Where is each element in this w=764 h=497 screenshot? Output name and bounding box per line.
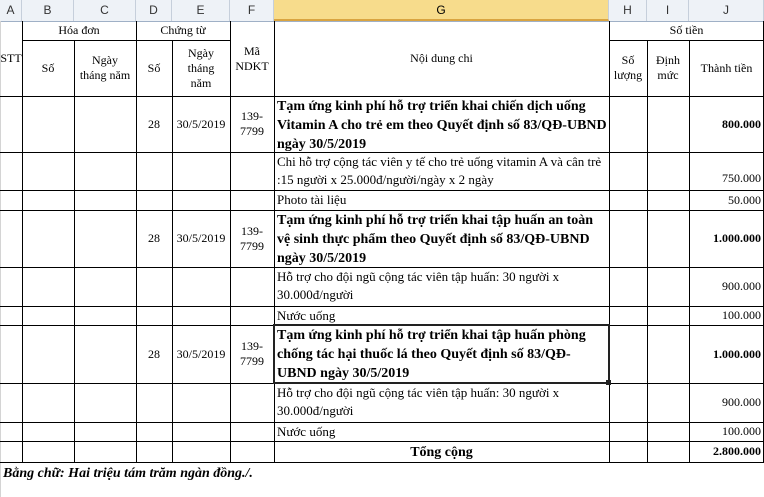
header-ma-ndkt: Mã NDKT (235, 43, 269, 73)
row9-noi-dung[interactable]: Nước uống (277, 424, 336, 439)
column-header-g[interactable]: G (274, 0, 609, 21)
row7-chung-tu-ngay[interactable]: 30/5/2019 (176, 346, 226, 361)
row7-thanh-tien[interactable]: 1.000.000 (713, 346, 761, 361)
row1-thanh-tien[interactable]: 800.000 (722, 116, 761, 131)
row4-thanh-tien[interactable]: 1.000.000 (713, 231, 761, 245)
column-header-a[interactable]: A (0, 0, 22, 21)
row5-thanh-tien[interactable]: 900.000 (722, 279, 761, 293)
row7-noi-dung[interactable]: Tạm ứng kinh phí hỗ trợ triển khai tập huấn phòng chống tác hại thuốc lá theo Quyết định số 83/QĐ-UBND ngày 30/5/2019 (277, 328, 586, 381)
header-hoa-don: Hóa đơn (58, 23, 100, 37)
active-cell-selection (273, 324, 610, 384)
header-chung-tu: Chứng từ (160, 23, 206, 37)
row5-noi-dung[interactable]: Hỗ trợ cho đội ngũ cộng tác viên tập huấn: 30 người x 30.000đ/người (277, 269, 560, 302)
header-stt: STT (0, 51, 22, 65)
row6-noi-dung[interactable]: Nước uống (277, 308, 336, 323)
column-header-d[interactable]: D (136, 0, 172, 21)
row4-noi-dung[interactable]: Tạm ứng kinh phí hỗ trợ triển khai tập huấn an toàn vệ sinh thực phẩm theo Quyết định số 83/QĐ-UBND ngày 30/5/2019 (277, 213, 594, 266)
row4-ma-ndkt[interactable]: 139-7799 (240, 223, 264, 253)
row9-thanh-tien[interactable]: 100.000 (722, 424, 761, 438)
column-header-h[interactable]: H (609, 0, 647, 21)
total-value[interactable]: 2.800.000 (713, 444, 761, 458)
row7-ma-ndkt[interactable]: 139-7799 (240, 339, 264, 368)
header-hoa-don-so: Số (41, 60, 55, 75)
row7-chung-tu-so[interactable]: 28 (148, 346, 160, 361)
row3-thanh-tien[interactable]: 50.000 (728, 192, 761, 207)
row1-noi-dung[interactable]: Tạm ứng kinh phí hỗ trợ triển khai chiến dịch uống Vitamin A cho trẻ em theo Quyết định số 83/QĐ-UBND ngày 30/5/2019 (277, 99, 607, 152)
row1-ma-ndkt[interactable]: 139-7799 (240, 109, 264, 138)
row3-noi-dung[interactable]: Photo tài liệu (277, 192, 347, 207)
row1-chung-tu-so[interactable]: 28 (148, 116, 160, 131)
total-label[interactable]: Tổng cộng (410, 444, 473, 460)
row8-thanh-tien[interactable]: 900.000 (722, 395, 761, 409)
row2-noi-dung[interactable]: Chi hỗ trợ cộng tác viên y tế cho trẻ uống vitamin A và cân trẻ :15 người x 25.000đ/người/ngày x 2 ngày (277, 154, 602, 187)
column-header-j[interactable]: J (689, 0, 764, 21)
header-so-tien: Số tiền (669, 23, 704, 37)
header-chung-tu-so: Số (147, 60, 161, 75)
header-hoa-don-ngay: Ngày tháng năm (79, 53, 131, 82)
row6-thanh-tien[interactable]: 100.000 (722, 308, 761, 322)
amount-in-words[interactable]: Bằng chữ: Hai triệu tám trăm ngàn đồng./. (3, 466, 253, 481)
header-chung-tu-ngay: Ngày tháng năm (187, 45, 215, 90)
header-so-luong: Số lượng (613, 53, 643, 82)
column-header-f[interactable]: F (230, 0, 274, 21)
column-header-i[interactable]: I (647, 0, 689, 21)
header-noi-dung-chi: Nội dung chi (410, 51, 473, 65)
column-header-c[interactable]: C (74, 0, 136, 21)
row1-chung-tu-ngay[interactable]: 30/5/2019 (176, 116, 226, 131)
column-header-b[interactable]: B (22, 0, 74, 21)
row4-chung-tu-ngay[interactable]: 30/5/2019 (176, 231, 226, 245)
row2-thanh-tien[interactable]: 750.000 (722, 171, 761, 185)
header-dinh-muc: Định mức (656, 53, 680, 82)
row4-chung-tu-so[interactable]: 28 (148, 231, 160, 245)
column-header-e[interactable]: E (172, 0, 230, 21)
column-header-bar (0, 0, 764, 22)
row8-noi-dung[interactable]: Hỗ trợ cho đội ngũ cộng tác viên tập huấn: 30 người x 30.000đ/người (277, 385, 560, 418)
header-thanh-tien: Thành tiền (700, 60, 753, 75)
